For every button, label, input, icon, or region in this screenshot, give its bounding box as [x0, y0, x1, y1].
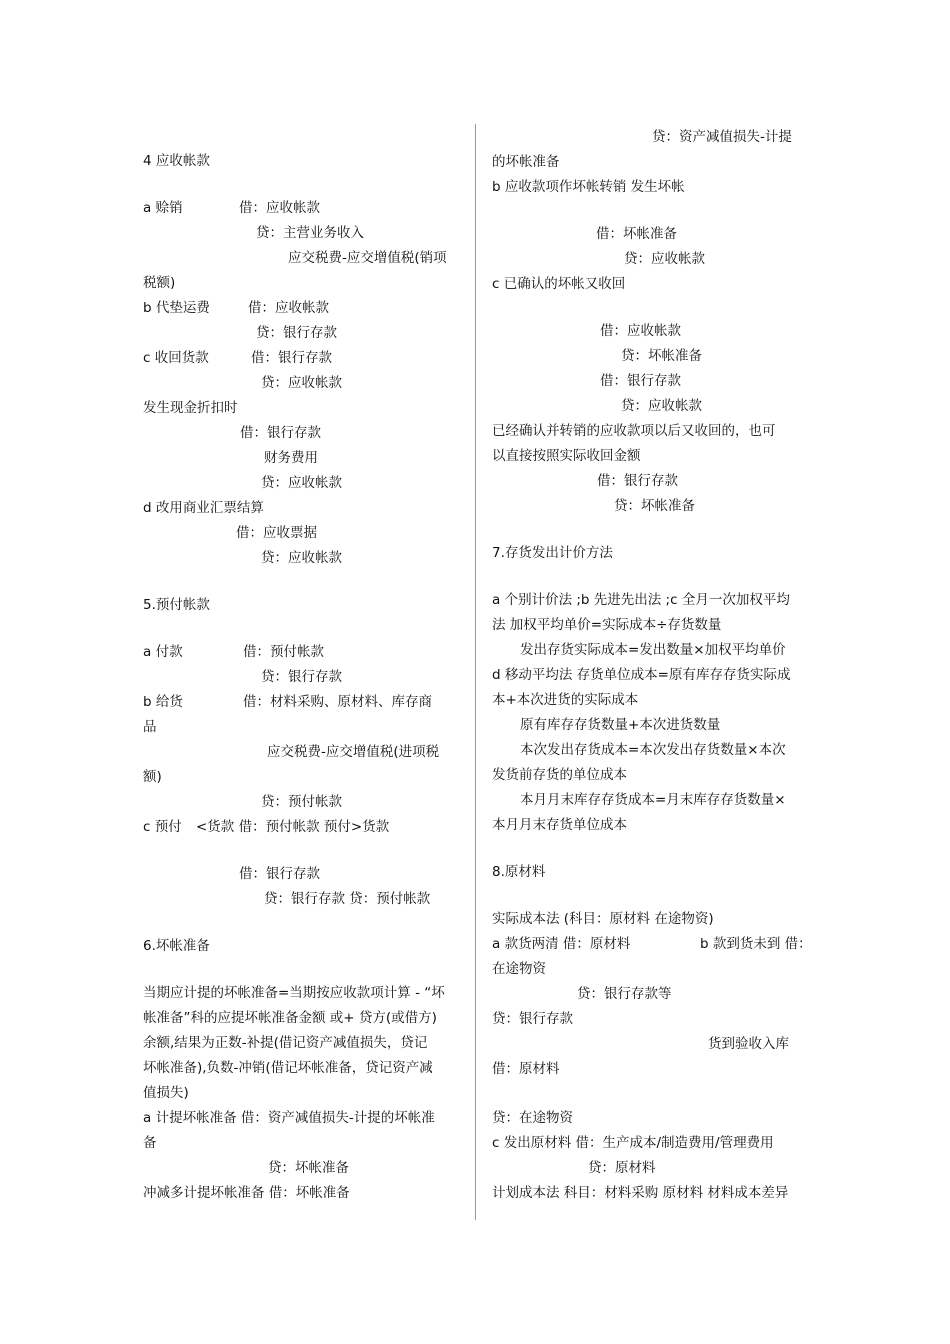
text-line: 本次发出存货成本=本次发出存货数量×本次: [520, 742, 786, 758]
text-line: 在途物资: [492, 961, 546, 977]
text-line: 贷：银行存款等: [577, 986, 672, 1002]
text-line: 借：应收帐款: [600, 323, 681, 339]
text-line: 贷：坏帐准备: [268, 1160, 349, 1176]
text-line: <货款 借：预付帐款 预付>货款: [196, 819, 390, 835]
text-line: 借：银行存款: [240, 425, 321, 441]
text-line: 应交税费-应交增值税(进项税: [267, 744, 440, 760]
text-line: 贷：坏帐准备: [614, 498, 695, 514]
text-line: 借：银行存款: [239, 866, 320, 882]
text-line: 贷：预付帐款: [261, 794, 342, 810]
text-line: 贷：原材料: [588, 1160, 656, 1176]
text-line: 贷：应收帐款: [261, 375, 342, 391]
text-line: 发生现金折扣时: [143, 400, 238, 416]
text-line: d 移动平均法 存货单位成本=原有库存存货实际成: [492, 667, 791, 683]
text-line: a 赊销: [143, 200, 183, 216]
text-line: 备: [143, 1135, 157, 1151]
text-line: 本月月末存货单位成本: [492, 817, 627, 833]
text-line: 借：预付帐款: [243, 644, 324, 660]
text-line: a 款货两清 借：原材料: [492, 936, 631, 952]
text-line: a 计提坏帐准备 借：资产减值损失-计提的坏帐准: [143, 1110, 435, 1126]
text-line: 应交税费-应交增值税(销项: [288, 250, 447, 266]
text-line: 已经确认并转销的应收款项以后又收回的，也可: [492, 423, 776, 439]
text-line: 实际成本法 (科目：原材料 在途物资): [492, 911, 714, 927]
text-line: 贷：应收帐款: [261, 550, 342, 566]
text-line: 贷：应收帐款: [624, 251, 705, 267]
text-line: 贷：银行存款: [256, 325, 337, 341]
text-line: 贷：坏帐准备: [621, 348, 702, 364]
text-line: 借：应收帐款: [239, 200, 320, 216]
text-line: 货到验收入库: [708, 1036, 789, 1052]
text-line: 发货前存货的单位成本: [492, 767, 627, 783]
text-line: 的坏帐准备: [492, 154, 560, 170]
text-line: 贷：银行存款 贷：预付帐款: [264, 891, 431, 907]
text-line: a 付款: [143, 644, 183, 660]
text-line: 额): [143, 769, 162, 785]
text-line: c 已确认的坏帐又收回: [492, 276, 626, 292]
text-line: b 给货: [143, 694, 183, 710]
text-line: 借：原材料: [492, 1061, 560, 1077]
text-line: 贷：应收帐款: [621, 398, 702, 414]
section-heading-raw-materials: 8.原材料: [492, 864, 546, 880]
text-line: b 应收款项作坏帐转销 发生坏帐: [492, 179, 685, 195]
text-line: a 个别计价法 ;b 先进先出法 ;c 全月一次加权平均: [492, 592, 790, 608]
text-line: 原有库存存货数量+本次进货数量: [520, 717, 721, 733]
text-line: 以直接按照实际收回金额: [492, 448, 641, 464]
text-line: 本+本次进货的实际成本: [492, 692, 639, 708]
text-line: 借：应收帐款: [248, 300, 329, 316]
text-line: 帐准备”科的应提坏帐准备金额 或+ 贷方(或借方): [143, 1010, 437, 1026]
text-line: 借：坏帐准备: [596, 226, 677, 242]
text-line: 坏帐准备),负数-冲销(借记坏帐准备，贷记资产减: [143, 1060, 433, 1076]
text-line: 借：银行存款: [600, 373, 681, 389]
text-line: c 预付: [143, 819, 182, 835]
text-line: 贷：应收帐款: [261, 475, 342, 491]
text-line: b 代垫运费: [143, 300, 210, 316]
text-line: 借：银行存款: [597, 473, 678, 489]
text-line: 贷：主营业务收入: [256, 225, 364, 241]
text-line: 发出存货实际成本=发出数量×加权平均单价: [520, 642, 786, 658]
text-line: 借：材料采购、原材料、库存商: [243, 694, 432, 710]
text-line: 借：银行存款: [251, 350, 332, 366]
section-heading-inventory-valuation: 7.存货发出计价方法: [492, 545, 613, 561]
text-line: b 款到货未到 借：: [700, 936, 812, 952]
text-line: 借：应收票据: [236, 525, 317, 541]
text-line: d 改用商业汇票结算: [143, 500, 264, 516]
text-line: 计划成本法 科目：材料采购 原材料 材料成本差异: [492, 1185, 789, 1201]
section-heading-prepayments: 5.预付帐款: [143, 597, 210, 613]
text-line: 财务费用: [264, 450, 318, 466]
text-line: 贷：在途物资: [492, 1110, 573, 1126]
text-line: 当期应计提的坏帐准备=当期按应收款项计算 - “坏: [143, 985, 445, 1001]
text-line: 贷：资产减值损失-计提: [652, 129, 792, 145]
text-line: c 收回货款: [143, 350, 209, 366]
text-line: 余额,结果为正数-补提(借记资产减值损失，贷记: [143, 1035, 428, 1051]
text-line: 本月月末库存存货成本=月末库存存货数量×: [520, 792, 786, 808]
text-line: 贷：银行存款: [492, 1011, 573, 1027]
text-line: 税额): [143, 275, 176, 291]
text-line: 品: [143, 719, 157, 735]
section-heading-bad-debt-allowance: 6.坏帐准备: [143, 938, 210, 954]
text-line: 贷：银行存款: [261, 669, 342, 685]
text-line: 值损失): [143, 1085, 189, 1101]
text-line: c 发出原材料 借：生产成本/制造费用/管理费用: [492, 1135, 774, 1151]
column-divider: [475, 124, 476, 1220]
text-line: 冲减多计提坏帐准备 借：坏帐准备: [143, 1185, 350, 1201]
text-line: 法 加权平均单价=实际成本÷存货数量: [492, 617, 722, 633]
section-heading-accounts-receivable: 4 应收帐款: [143, 153, 210, 169]
